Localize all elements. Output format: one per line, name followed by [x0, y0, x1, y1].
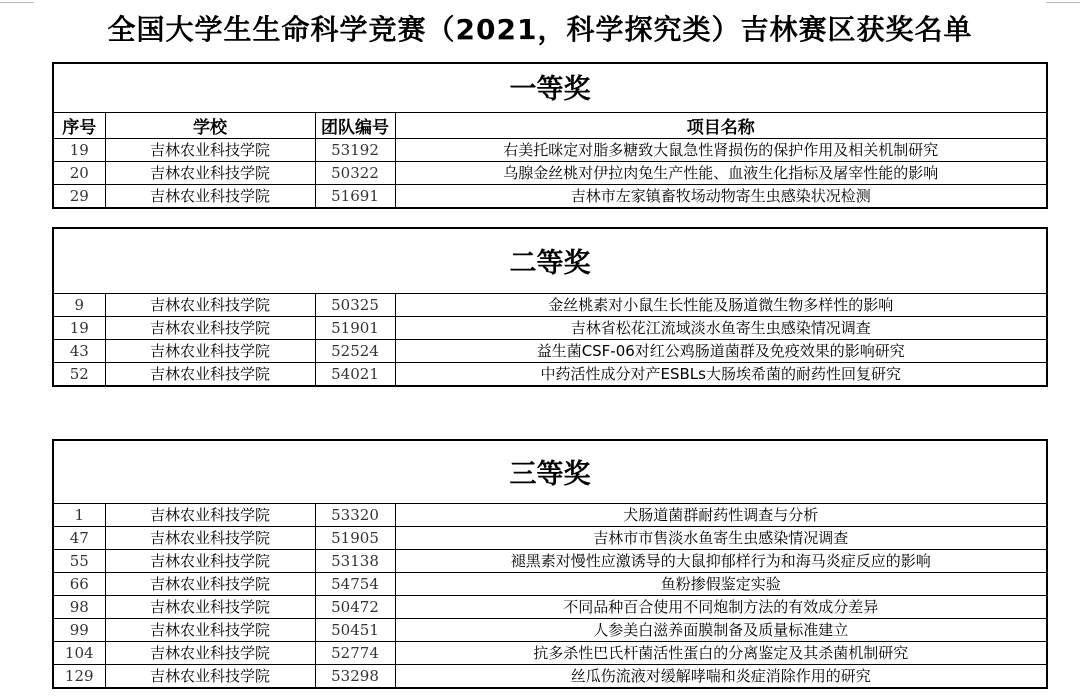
- cell-team: 52774: [315, 642, 395, 665]
- cell-school: 吉林农业科技学院: [105, 294, 315, 317]
- col-header-no: 序号: [54, 113, 105, 139]
- section-second-prize: [52, 227, 1048, 387]
- cell-no: 19: [54, 139, 105, 162]
- cell-school: 吉林农业科技学院: [105, 527, 315, 550]
- cell-project: 益生菌CSF-06对红公鸡肠道菌群及免疫效果的影响研究: [395, 340, 1046, 363]
- cell-project: 吉林市左家镇畜牧场动物寄生虫感染状况检测: [395, 185, 1046, 208]
- col-header-project: 项目名称: [395, 113, 1046, 139]
- cell-no: 1: [54, 504, 105, 527]
- cell-project: 鱼粉掺假鉴定实验: [395, 573, 1046, 596]
- table-row: [54, 665, 1046, 688]
- cell-no: 9: [54, 294, 105, 317]
- table-row: [54, 185, 1046, 208]
- cell-no: 20: [54, 162, 105, 185]
- cell-team: 54754: [315, 573, 395, 596]
- cell-project: 乌腺金丝桃对伊拉肉兔生产性能、血液生化指标及屠宰性能的影响: [395, 162, 1046, 185]
- cell-no: 52: [54, 363, 105, 386]
- cell-school: 吉林农业科技学院: [105, 340, 315, 363]
- table-row: [54, 550, 1046, 573]
- cell-school: 吉林农业科技学院: [105, 139, 315, 162]
- cell-project: 中药活性成分对产ESBLs大肠埃希菌的耐药性回复研究: [395, 363, 1046, 386]
- cell-project: 抗多杀性巴氏杆菌活性蛋白的分离鉴定及其杀菌机制研究: [395, 642, 1046, 665]
- cell-no: 55: [54, 550, 105, 573]
- page-corner-mark: [1046, 0, 1080, 3]
- page-corner-mark: [0, 0, 34, 3]
- cell-team: 51905: [315, 527, 395, 550]
- cell-team: 54021: [315, 363, 395, 386]
- section-heading: 三等奖: [509, 459, 591, 490]
- table-row: [54, 340, 1046, 363]
- section-heading: 二等奖: [509, 248, 591, 279]
- table-row: [54, 294, 1046, 317]
- cell-school: 吉林农业科技学院: [105, 642, 315, 665]
- cell-team: 51691: [315, 185, 395, 208]
- col-header-team: 团队编号: [315, 113, 395, 139]
- table-header-row: [54, 113, 1046, 139]
- cell-project: 右美托咪定对脂多糖致大鼠急性肾损伤的保护作用及相关机制研究: [395, 139, 1046, 162]
- table-row: [54, 527, 1046, 550]
- table-row: [54, 642, 1046, 665]
- table-row: [54, 619, 1046, 642]
- cell-project: 褪黑素对慢性应激诱导的大鼠抑郁样行为和海马炎症反应的影响: [395, 550, 1046, 573]
- cell-no: 98: [54, 596, 105, 619]
- cell-team: 51901: [315, 317, 395, 340]
- cell-school: 吉林农业科技学院: [105, 573, 315, 596]
- cell-no: 129: [54, 665, 105, 688]
- cell-school: 吉林农业科技学院: [105, 317, 315, 340]
- table-row: [54, 596, 1046, 619]
- award-table: [54, 293, 1046, 385]
- cell-no: 99: [54, 619, 105, 642]
- table-row: [54, 363, 1046, 386]
- cell-no: 29: [54, 185, 105, 208]
- section-first-prize: [52, 62, 1048, 209]
- section-heading: 一等奖: [509, 74, 591, 105]
- section-third-prize: [52, 439, 1048, 689]
- award-table: [54, 112, 1046, 207]
- cell-team: 53138: [315, 550, 395, 573]
- cell-project: 金丝桃素对小鼠生长性能及肠道微生物多样性的影响: [395, 294, 1046, 317]
- cell-school: 吉林农业科技学院: [105, 504, 315, 527]
- table-row: [54, 139, 1046, 162]
- cell-school: 吉林农业科技学院: [105, 596, 315, 619]
- award-table: [54, 503, 1046, 687]
- table-row: [54, 573, 1046, 596]
- page-title: 全国大学生生命科学竞赛（2021，科学探究类）吉林赛区获奖名单: [107, 13, 973, 46]
- table-row: [54, 504, 1046, 527]
- cell-school: 吉林农业科技学院: [105, 162, 315, 185]
- cell-school: 吉林农业科技学院: [105, 185, 315, 208]
- cell-project: 不同品种百合使用不同炮制方法的有效成分差异: [395, 596, 1046, 619]
- cell-no: 104: [54, 642, 105, 665]
- cell-school: 吉林农业科技学院: [105, 619, 315, 642]
- table-row: [54, 317, 1046, 340]
- cell-school: 吉林农业科技学院: [105, 550, 315, 573]
- cell-school: 吉林农业科技学院: [105, 363, 315, 386]
- cell-team: 53320: [315, 504, 395, 527]
- cell-team: 50325: [315, 294, 395, 317]
- cell-project: 人参美白滋养面膜制备及质量标准建立: [395, 619, 1046, 642]
- cell-team: 53298: [315, 665, 395, 688]
- cell-project: 丝瓜伤流液对缓解哮喘和炎症消除作用的研究: [395, 665, 1046, 688]
- cell-project: 吉林市市售淡水鱼寄生虫感染情况调查: [395, 527, 1046, 550]
- cell-no: 66: [54, 573, 105, 596]
- cell-project: 吉林省松花江流域淡水鱼寄生虫感染情况调查: [395, 317, 1046, 340]
- cell-team: 52524: [315, 340, 395, 363]
- cell-project: 犬肠道菌群耐药性调查与分析: [395, 504, 1046, 527]
- col-header-school: 学校: [105, 113, 315, 139]
- cell-no: 43: [54, 340, 105, 363]
- cell-school: 吉林农业科技学院: [105, 665, 315, 688]
- cell-team: 50451: [315, 619, 395, 642]
- cell-team: 50472: [315, 596, 395, 619]
- cell-team: 53192: [315, 139, 395, 162]
- cell-no: 19: [54, 317, 105, 340]
- table-row: [54, 162, 1046, 185]
- cell-team: 50322: [315, 162, 395, 185]
- cell-no: 47: [54, 527, 105, 550]
